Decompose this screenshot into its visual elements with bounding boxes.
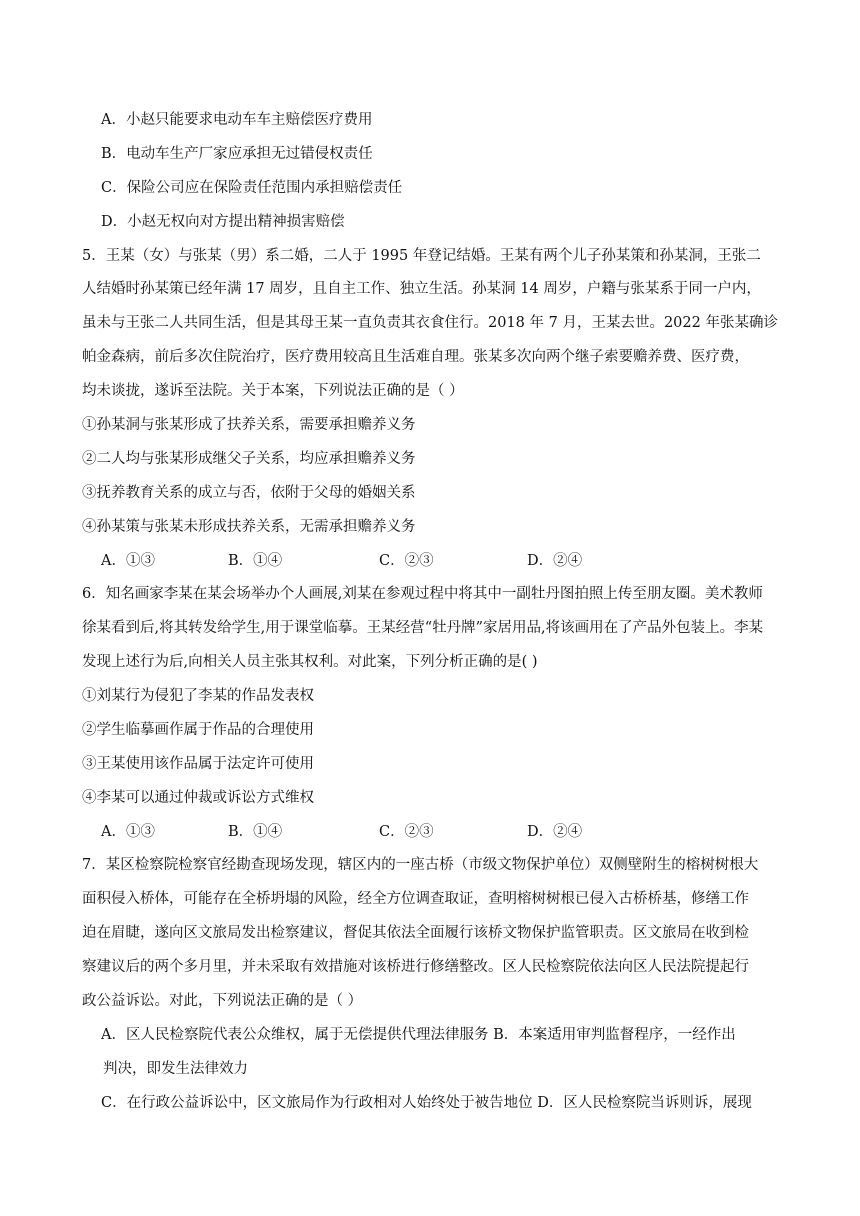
- q6-choice-a: A．①③: [101, 824, 155, 840]
- q6-statement-4: ④李某可以通过仲裁或诉讼方式维权: [82, 790, 314, 806]
- q5-choice-d: D．②④: [527, 553, 583, 569]
- q5-choice-c: C．②③: [379, 553, 434, 569]
- q4-option-b: B．电动车生产厂家应承担无过错侵权责任: [101, 146, 373, 162]
- q7-stem-line-4: 察建议后的两个多月里，并未采取有效措施对该桥进行修缮整改。区人民检察院依法向区人民法院提起行: [82, 959, 749, 975]
- q7-options-line-3: C．在行政公益诉讼中，区文旅局作为行政相对人始终处于被告地位 D．区人民检察院当诉则诉，展现: [101, 1095, 752, 1111]
- q6-choice-d: D．②④: [527, 824, 583, 840]
- q5-stem-line-2: 人结婚时孙某策已经年满 17 周岁，且自主工作、独立生活。孙某洞 14 周岁，户籍与张某系于同一户内，: [82, 281, 761, 297]
- q5-statement-3: ③抚养教育关系的成立与否，依附于父母的婚姻关系: [82, 485, 416, 501]
- q5-statement-1: ①孙某洞与张某形成了扶养关系，需要承担赡养义务: [82, 417, 416, 433]
- q4-option-d: D．小赵无权向对方提出精神损害赔偿: [101, 214, 345, 230]
- q5-statement-2: ②二人均与张某形成继父子关系，均应承担赡养义务: [82, 451, 416, 467]
- q5-stem-line-4: 帕金森病，前后多次住院治疗，医疗费用较高且生活难自理。张某多次向两个继子索要赡养费、医疗费，: [82, 349, 749, 365]
- q7-stem-line-1: 7．某区检察院检察官经勘查现场发现，辖区内的一座古桥（市级文物保护单位）双侧壁附生的榕树树根大: [82, 857, 759, 873]
- q6-choices: [0, 822, 860, 842]
- q6-stem-line-2: 徐某看到后,将其转发给学生,用于课堂临摹。王某经营“牡丹牌”家居用品,将该画用在了产品外包装上。李某: [82, 620, 764, 636]
- q5-statement-4: ④孙某策与张某未形成扶养关系，无需承担赡养义务: [82, 519, 416, 535]
- q4-option-a: A．小赵只能要求电动车车主赔偿医疗费用: [101, 112, 373, 128]
- q5-choices: [0, 551, 860, 571]
- q6-statement-3: ③王某使用该作品属于法定许可使用: [82, 756, 314, 772]
- q6-choice-c: C．②③: [379, 824, 434, 840]
- q7-stem-line-5: 政公益诉讼。对此，下列说法正确的是（ ）: [82, 993, 363, 1009]
- q7-stem-line-3: 迫在眉睫，遂向区文旅局发出检察建议，督促其依法全面履行该桥文物保护监管职责。区文旅局在收到检: [82, 925, 749, 941]
- q7-options-line-1: A．区人民检察院代表公众维权，属于无偿提供代理法律服务 B．本案适用审判监督程序，一经作出: [101, 1027, 736, 1043]
- q4-option-c: C．保险公司应在保险责任范围内承担赔偿责任: [101, 180, 403, 196]
- q6-choice-b: B．①④: [228, 824, 283, 840]
- q5-choice-a: A．①③: [101, 553, 155, 569]
- q5-choice-b: B．①④: [228, 553, 283, 569]
- q7-options-line-2: 判决，即发生法律效力: [103, 1061, 248, 1077]
- q6-statement-2: ②学生临摹画作属于作品的合理使用: [82, 722, 314, 738]
- q7-stem-line-2: 面积侵入桥体，可能存在全桥坍塌的风险，经全方位调查取证，查明榕树树根已侵入古桥桥基，修缮工作: [82, 891, 749, 907]
- q5-stem-line-1: 5．王某（女）与张某（男）系二婚，二人于 1995 年登记结婚。王某有两个儿子孙某策和孙某洞，王张二: [82, 248, 761, 264]
- q5-stem-line-3: 虽未与王张二人共同生活，但是其母王某一直负责其衣食住行。2018 年 7 月，王某去世。2022 年张某确诊: [82, 315, 778, 331]
- q6-stem-line-1: 6．知名画家李某在某会场举办个人画展,刘某在参观过程中将其中一副牡丹图拍照上传至朋友圈。美术教师: [82, 586, 763, 602]
- q6-statement-1: ①刘某行为侵犯了李某的作品发表权: [82, 688, 314, 704]
- q5-stem-line-5: 均未谈拢，遂诉至法院。关于本案，下列说法正确的是（ ）: [82, 383, 464, 399]
- q6-stem-line-3: 发现上述行为后,向相关人员主张其权利。对此案，下列分析正确的是( ): [82, 654, 538, 670]
